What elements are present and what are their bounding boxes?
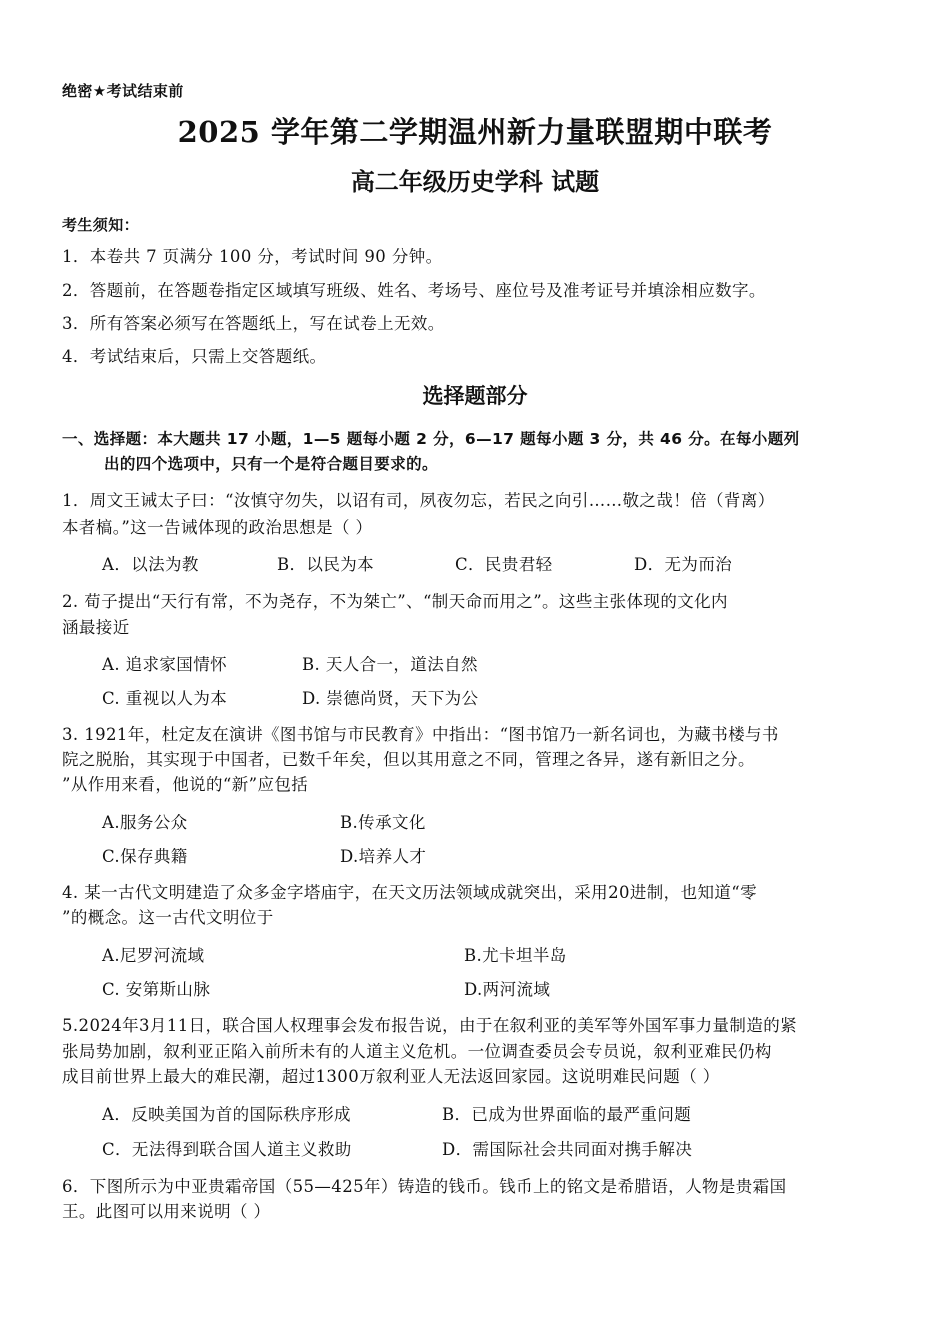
question-5-option-b: B．已成为世界面临的最严重问题 [442, 1105, 692, 1124]
question-1-option-a: A．以法为教 [102, 555, 199, 574]
question-5-line: 张局势加剧，叙利亚正陷入前所未有的人道主义危机。一位调查委员会专员说，叙利亚难民仍构 [62, 1042, 772, 1061]
section-title: 选择题部分 [422, 383, 528, 408]
question-4-line: ”的概念。这一古代文明位于 [62, 908, 274, 927]
notice-item: 2．答题前，在答题卷指定区域填写班级、姓名、考场号、座位号及准考证号并填涂相应数字。 [62, 281, 766, 300]
question-1-option-b: B．以民为本 [277, 555, 375, 574]
question-4-option-d: D.两河流域 [464, 980, 551, 999]
notice-item: 4．考试结束后，只需上交答题纸。 [62, 347, 327, 366]
notice-item: 3．所有答案必须写在答题纸上，写在试卷上无效。 [62, 314, 445, 333]
question-5-line: 5.2024年3月11日，联合国人权理事会发布报告说，由于在叙利亚的美军等外国军事力量制造的紧 [62, 1016, 798, 1035]
question-3-line: 3. 1921年，杜定友在演讲《图书馆与市民教育》中指出：“图书馆乃一新名词也，为藏书楼与书 [62, 725, 779, 744]
question-5-option-d: D．需国际社会共同面对携手解决 [442, 1140, 693, 1159]
question-6-line: 6．下图所示为中亚贵霜帝国（55—425年）铸造的钱币。钱币上的铭文是希腊语，人物是贵霜国 [62, 1177, 787, 1196]
question-4-option-a: A.尼罗河流域 [102, 946, 205, 965]
question-5-option-c: C．无法得到联合国人道主义救助 [102, 1140, 352, 1159]
question-4-option-c: C. 安第斯山脉 [102, 980, 211, 999]
notice-heading: 考生须知： [62, 216, 140, 234]
exam-title: 2025 学年第二学期温州新力量联盟期中联考 [177, 115, 773, 149]
part-instructions-line: 出的四个选项中，只有一个是符合题目要求的。 [104, 455, 438, 473]
part-instructions-line: 一、选择题：本大题共 17 小题，1—5 题每小题 2 分，6—17 题每小题 3 分，共 46 分。在每小题列 [62, 430, 800, 448]
question-2-option-b: B. 天人合一，道法自然 [302, 655, 478, 674]
question-2-line: 涵最接近 [62, 618, 130, 637]
question-3-option-a: A.服务公众 [102, 813, 188, 832]
question-5-option-a: A．反映美国为首的国际秩序形成 [102, 1105, 351, 1124]
question-2-line: 2. 荀子提出“天行有常，不为尧存，不为桀亡”、“制天命而用之”。这些主张体现的文化内 [62, 592, 728, 611]
question-6-line: 王。此图可以用来说明（ ） [62, 1202, 271, 1221]
question-2-option-c: C. 重视以人为本 [102, 689, 228, 708]
question-3-option-c: C.保存典籍 [102, 847, 188, 866]
question-1-line: 本者槁。”这一告诫体现的政治思想是（ ） [62, 518, 373, 537]
question-1-line: 1．周文王诫太子曰：“汝慎守勿失，以诏有司，夙夜勿忘，若民之向引……敬之哉！倍（背离） [62, 491, 775, 510]
notice-item: 1．本卷共 7 页满分 100 分，考试时间 90 分钟。 [62, 247, 443, 266]
question-5-line: 成目前世界上最大的难民潮，超过1300万叙利亚人无法返回家园。这说明难民问题（ ） [62, 1067, 720, 1086]
question-1-option-d: D．无为而治 [634, 555, 733, 574]
question-3-line: 院之脱胎，其实现于中国者，已数千年矣，但以其用意之不同，管理之各异，遂有新旧之分。 [62, 750, 755, 769]
confidential-mark: 绝密★考试结束前 [62, 82, 184, 100]
question-4-option-b: B.尤卡坦半岛 [464, 946, 567, 965]
question-4-line: 4. 某一古代文明建造了众多金字塔庙宇，在天文历法领域成就突出，采用20进制，也知道“零 [62, 883, 758, 902]
question-3-option-d: D.培养人才 [340, 847, 427, 866]
question-2-option-d: D. 崇德尚贤，天下为公 [302, 689, 479, 708]
exam-subtitle: 高二年级历史学科 试题 [350, 167, 600, 196]
question-3-line: ”从作用来看，他说的“新”应包括 [62, 775, 309, 794]
question-3-option-b: B.传承文化 [340, 813, 426, 832]
question-1-option-c: C．民贵君轻 [455, 555, 553, 574]
question-2-option-a: A. 追求家国情怀 [102, 655, 228, 674]
